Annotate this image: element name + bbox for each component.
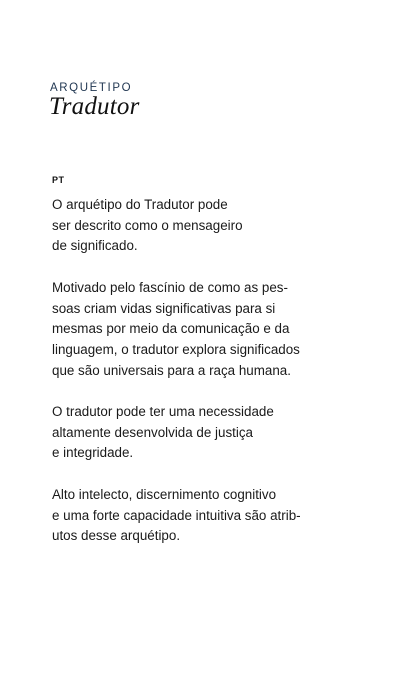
paragraph (52, 402, 352, 464)
paragraph (52, 195, 352, 257)
text-line: O tradutor pode ter uma necessidade (52, 404, 274, 419)
text-line: soas criam vidas significativas para si (52, 300, 276, 316)
text-line: O arquétipo do Tradutor pode (52, 197, 228, 212)
text-line: de significado. (52, 238, 138, 254)
text-line: altamente desenvolvida de justiça (52, 424, 253, 440)
text-line: Alto intelecto, discernimento cognitivo (52, 486, 277, 502)
text-line: e integridade. (52, 445, 134, 461)
page-title: Tradutor (49, 93, 140, 120)
text-line: que são universais para a raça humana. (52, 362, 291, 378)
language-tag: PT (52, 175, 65, 185)
body-text (52, 195, 352, 568)
paragraph (52, 278, 352, 382)
text-line: utos desse arquétipo. (52, 528, 181, 544)
text-line: ser descrito como o mensageiro (52, 217, 243, 233)
text-line: mesmas por meio da comunicação e da (52, 321, 290, 337)
text-line: e uma forte capacidade intuitiva são atrib- (52, 507, 301, 523)
section-eyebrow: ARQUÉTIPO (50, 82, 133, 94)
text-line: linguagem, o tradutor explora significados (52, 341, 300, 357)
paragraph (52, 485, 352, 547)
text-line: Motivado pelo fascínio de como as pes- (52, 279, 288, 295)
